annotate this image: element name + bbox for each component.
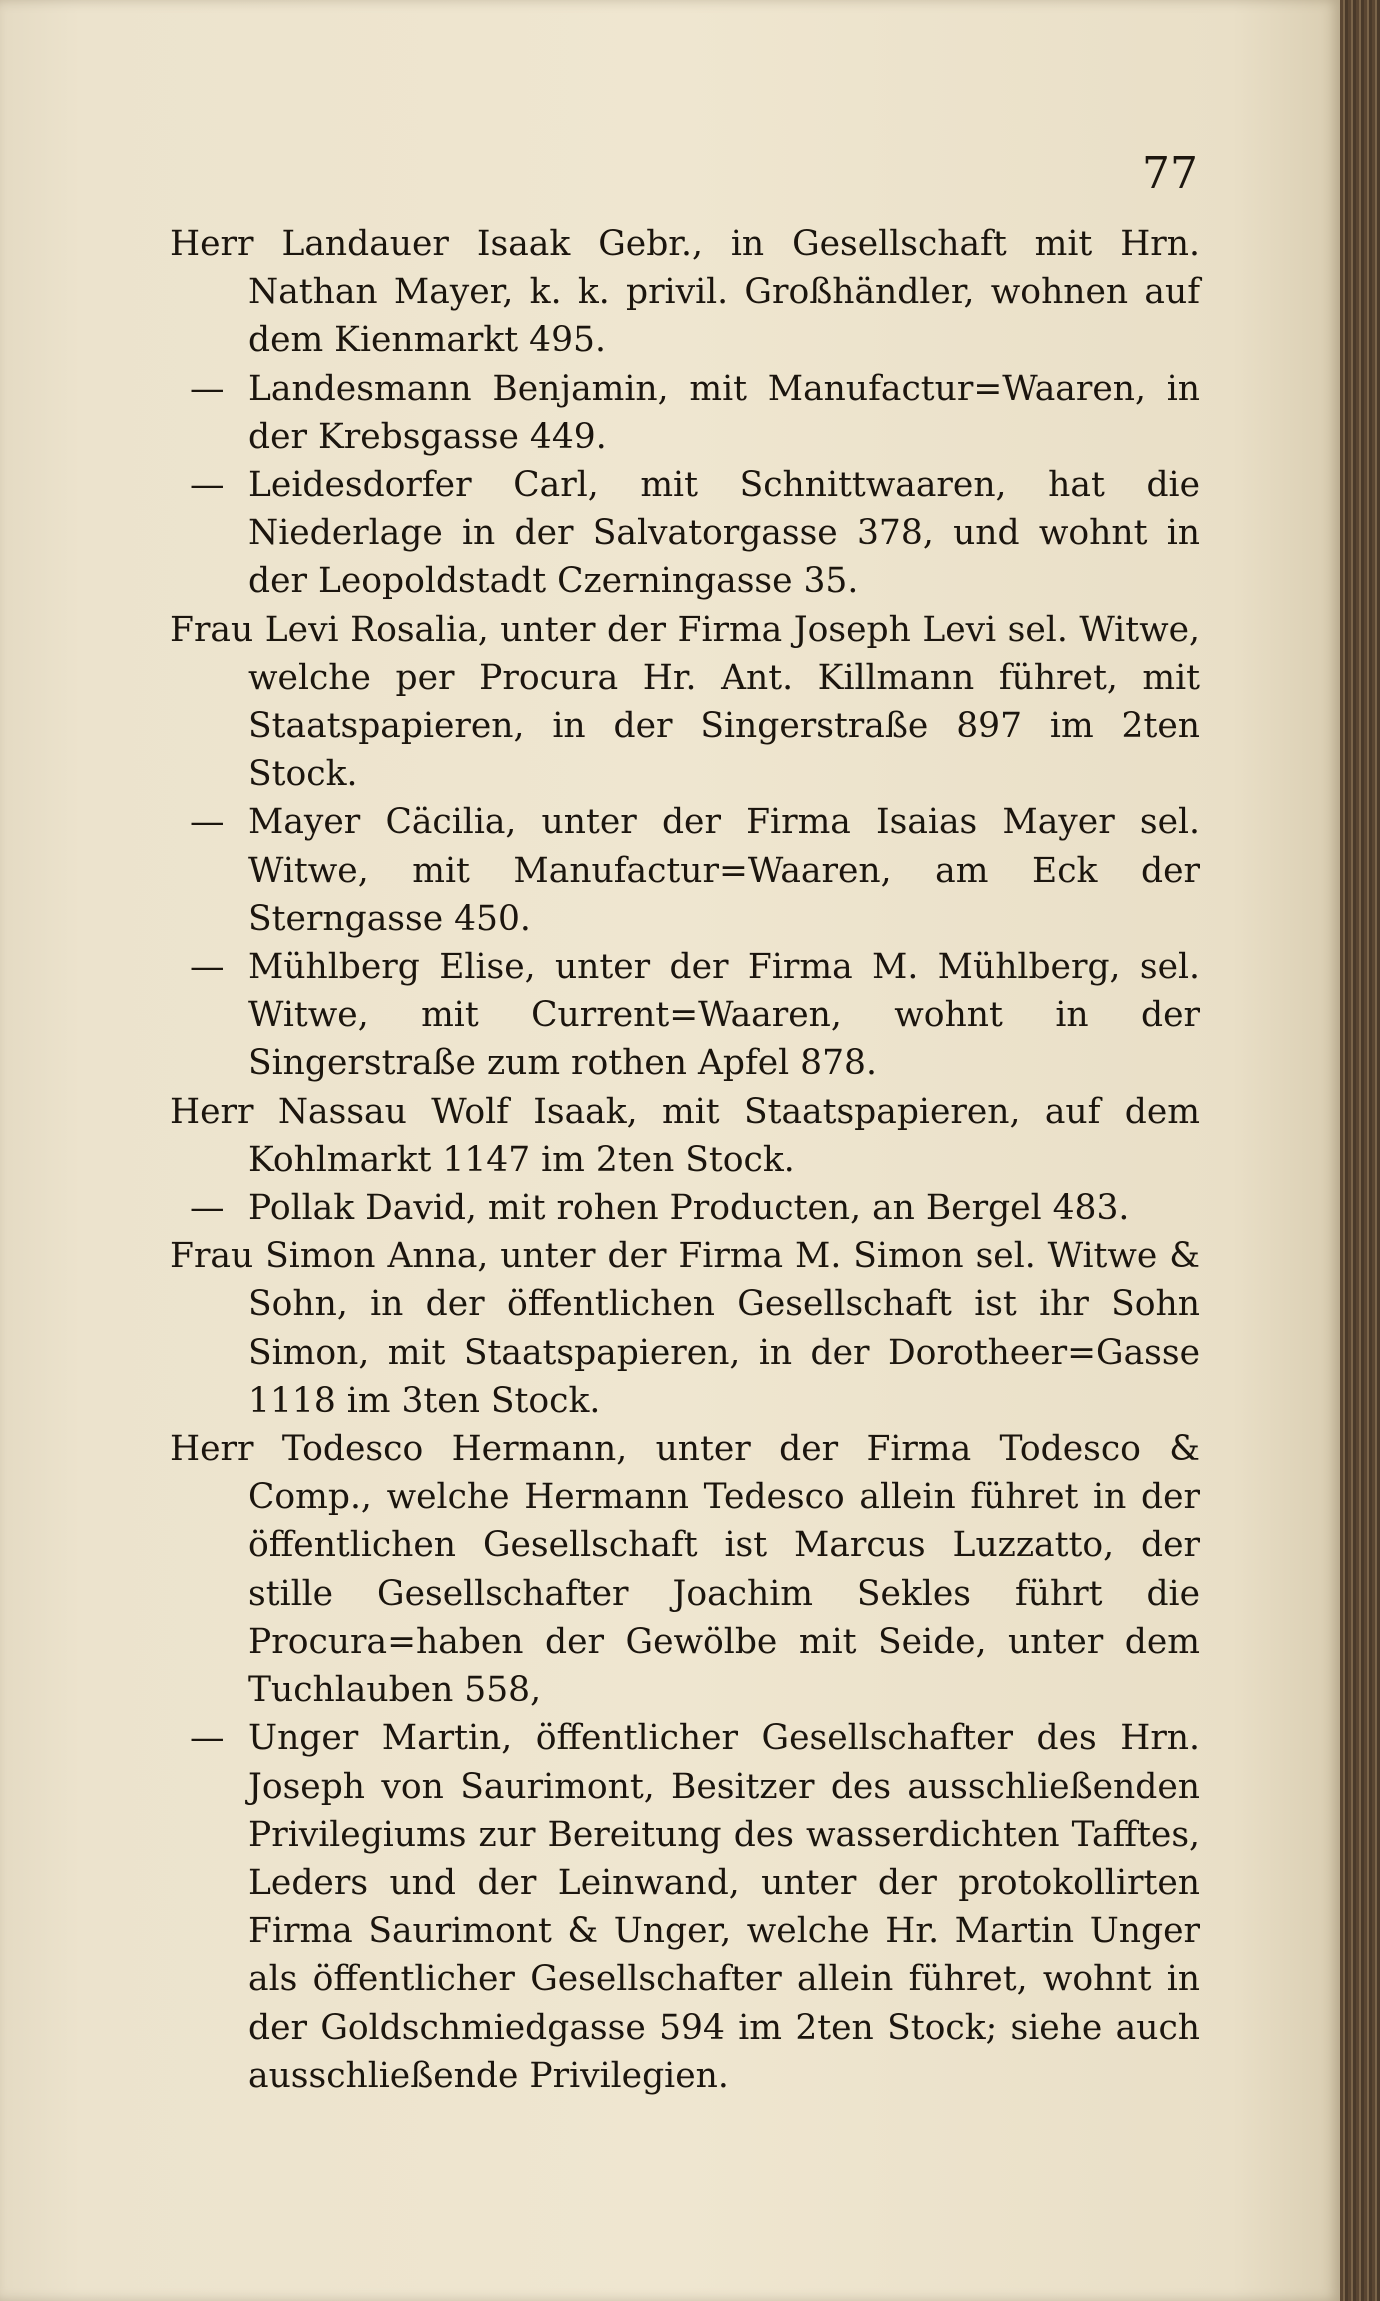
directory-entries [170, 220, 1200, 2100]
entry-pollak [170, 1184, 1200, 1232]
entry-muehlberg [170, 943, 1200, 1088]
entry-unger [170, 1714, 1200, 2100]
entry-dash: — [190, 368, 225, 409]
entry-dash: — [190, 802, 225, 843]
entry-text: Herr Todesco Hermann, unter der Firma Todesco & Comp., welche Hermann Tedesco allein führet in der öffentlichen Gesellschaft ist Marcus Luzzatto, der stille Gesellschafter Joachim Sekles führt die Procura=haben der Gewölbe mit Seide, unter dem Tuchlauben 558, [170, 1429, 1200, 1711]
entry-dash: — [190, 947, 225, 988]
entry-text: Pollak David, mit rohen Producten, an Bergel 483. [248, 1188, 1130, 1229]
entry-todesco [170, 1425, 1200, 1714]
entry-landauer [170, 220, 1200, 365]
entry-text: Herr Landauer Isaak Gebr., in Gesellschaft mit Hrn. Nathan Mayer, k. k. privil. Großhändler, wohnen auf dem Kienmarkt 495. [170, 224, 1200, 361]
page-number: 77 [1142, 148, 1198, 199]
entry-dash: — [190, 1188, 225, 1229]
entry-dash: — [190, 1718, 225, 1759]
entry-simon [170, 1232, 1200, 1425]
entry-text: Unger Martin, öffentlicher Gesellschafter des Hrn. Joseph von Saurimont, Besitzer des ausschließenden Privilegiums zur Bereitung des wasserdichten Tafftes, Leders und der Leinwand, unter der protokollirten Firma Saurimont & Unger, welche Hr. Martin Unger als öffentlicher Gesellschafter allein führet, wohnt in der Goldschmiedgasse 594 im 2ten Stock; siehe auch ausschließende Privilegien. [248, 1718, 1200, 2096]
entry-leidesdorfer [170, 461, 1200, 606]
entry-text: Leidesdorfer Carl, mit Schnittwaaren, hat die Niederlage in der Salvatorgasse 378, und wohnt in der Leopoldstadt Czerningasse 35. [248, 465, 1200, 602]
entry-text: Herr Nassau Wolf Isaak, mit Staatspapieren, auf dem Kohlmarkt 1147 im 2ten Stock. [170, 1091, 1200, 1180]
entry-dash: — [190, 465, 225, 506]
book-edge [1340, 0, 1380, 2301]
entry-text: Landesmann Benjamin, mit Manufactur=Waaren, in der Krebsgasse 449. [248, 368, 1200, 457]
entry-text: Mühlberg Elise, unter der Firma M. Mühlberg, sel. Witwe, mit Current=Waaren, wohnt in der Singerstraße zum rothen Apfel 878. [248, 947, 1200, 1084]
entry-nassau [170, 1088, 1200, 1184]
entry-landesmann [170, 365, 1200, 461]
entry-levi [170, 606, 1200, 799]
entry-text: Frau Simon Anna, unter der Firma M. Simon sel. Witwe & Sohn, in der öffentlichen Gesellschaft ist ihr Sohn Simon, mit Staatspapieren, in der Dorotheer=Gasse 1118 im 3ten Stock. [170, 1236, 1200, 1421]
entry-text: Frau Levi Rosalia, unter der Firma Joseph Levi sel. Witwe, welche per Procura Hr. Ant. Killmann führet, mit Staatspapieren, in der Singerstraße 897 im 2ten Stock. [170, 609, 1200, 795]
entry-text: Mayer Cäcilia, unter der Firma Isaias Mayer sel. Witwe, mit Manufactur=Waaren, am Eck der Sterngasse 450. [248, 802, 1200, 939]
entry-mayer [170, 798, 1200, 943]
